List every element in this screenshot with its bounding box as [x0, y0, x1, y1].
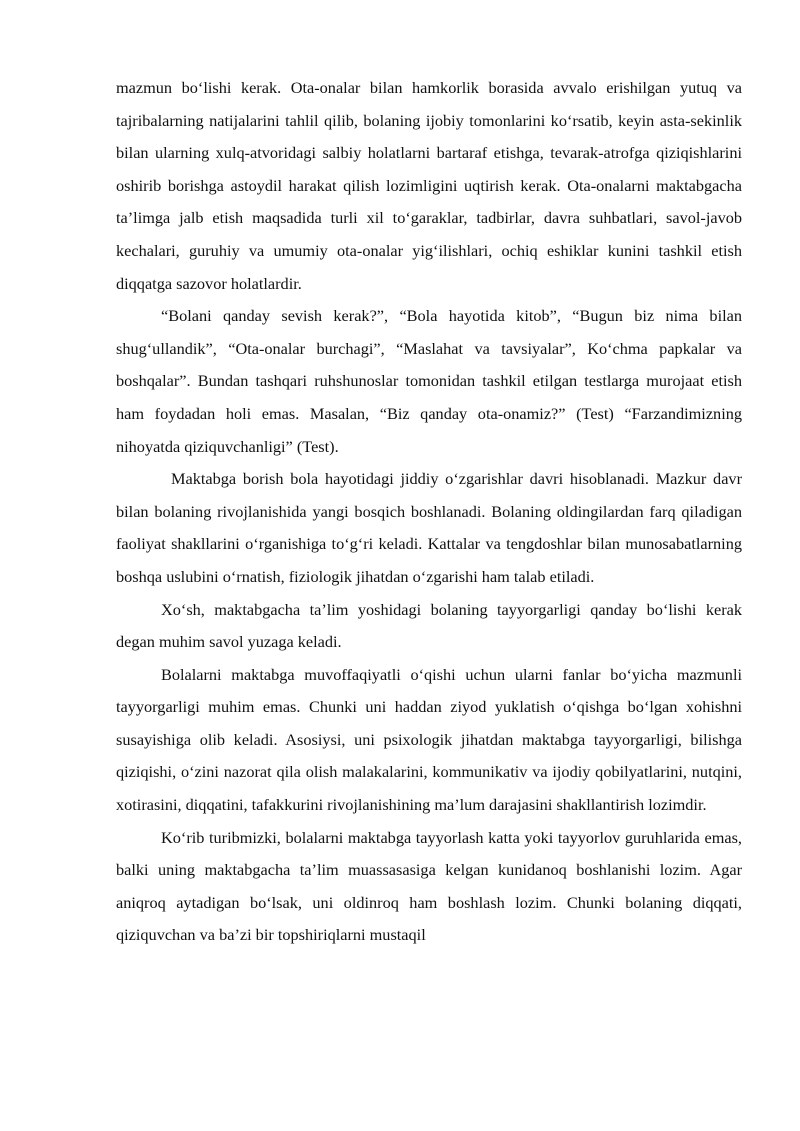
paragraph-6: Ko‘rib turibmizki, bolalarni maktabga tayyorlash katta yoki tayyorlov guruhlarida emas, balki uning maktabgacha ta’lim muassasasiga kelgan kunidanoq boshlanishi lozim. Agar aniqroq aytadigan bo‘lsak, uni oldinroq ham boshlash lozim. Chunki bolaning diqqati, qiziquvchan va ba’zi bir topshiriqlarni mustaqil — [116, 827, 742, 945]
paragraph-4: Xo‘sh, maktabgacha ta’lim yoshidagi bolaning tayyorgarligi qanday bo‘lishi kerak degan muhim savol yuzaga keladi. — [116, 599, 742, 652]
document-page — [116, 72, 742, 952]
paragraph-2: “Bolani qanday sevish kerak?”, “Bola hayotida kitob”, “Bugun biz nima bilan shug‘ullandik”, “Ota-onalar burchagi”, “Maslahat va tavsiyalar”, Ko‘chma papkalar va boshqalar”. Bundan tashqari ruhshunoslar tomonidan tashkil etilgan testlarga murojaat etish ham foydadan holi emas. Masalan, “Biz qanday ota-onamiz?” (Test) “Farzandimizning nihoyatda qiziquvchanligi” (Test). — [116, 306, 742, 456]
paragraph-5: Bolalarni maktabga muvoffaqiyatli o‘qishi uchun ularni fanlar bo‘yicha mazmunli tayyorgarligi muhim emas. Chunki uni haddan ziyod yuklatish o‘qishga bo‘lgan xohishni susayishiga olib keladi. Asosiysi, uni psixologik jihatdan maktabga tayyorgarligi, bilishga qiziqishi, o‘zini nazorat qila olish malakalarini, kommunikativ va ijodiy qobilyatlarini, nutqini, xotirasini, diqqatini, tafakkurini rivojlanishining ma’lum darajasini shakllantirish lozimdir. — [116, 664, 742, 815]
paragraph-1: mazmun bo‘lishi kerak. Ota-onalar bilan hamkorlik borasida avvalo erishilgan yutuq va tajribalarning natijalarini tahlil qilib, bolaning ijobiy tomonlarini ko‘rsatib, keyin asta-sekinlik bilan ularning xulq-atvoridagi salbiy holatlarni bartaraf etishga, tevarak-atrofga qiziqishlarini oshirib borishga astoydil harakat qilish lozimligini uqtirish kerak. Ota-onalarni maktabgacha ta’limga jalb etish maqsadida turli xil to‘garaklar, tadbirlar, davra suhbatlari, savol-javob kechalari, guruhiy va umumiy ota-onalar yig‘ilishlari, ochiq eshiklar kunini tashkil etish diqqatga sazovor holatlardir. — [116, 78, 742, 293]
paragraph-3: Maktabga borish bola hayotidagi jiddiy o‘zgarishlar davri hisoblanadi. Mazkur davr bilan bolaning rivojlanishida yangi bosqich boshlanadi. Bolaning oldingilardan farq qiladigan faoliyat shakllarini o‘rganishiga to‘g‘ri keladi. Kattalar va tengdoshlar bilan munosabatlarning boshqa uslubini o‘rnatish, fiziologik jihatdan o‘zgarishi ham talab etiladi. — [116, 469, 742, 586]
